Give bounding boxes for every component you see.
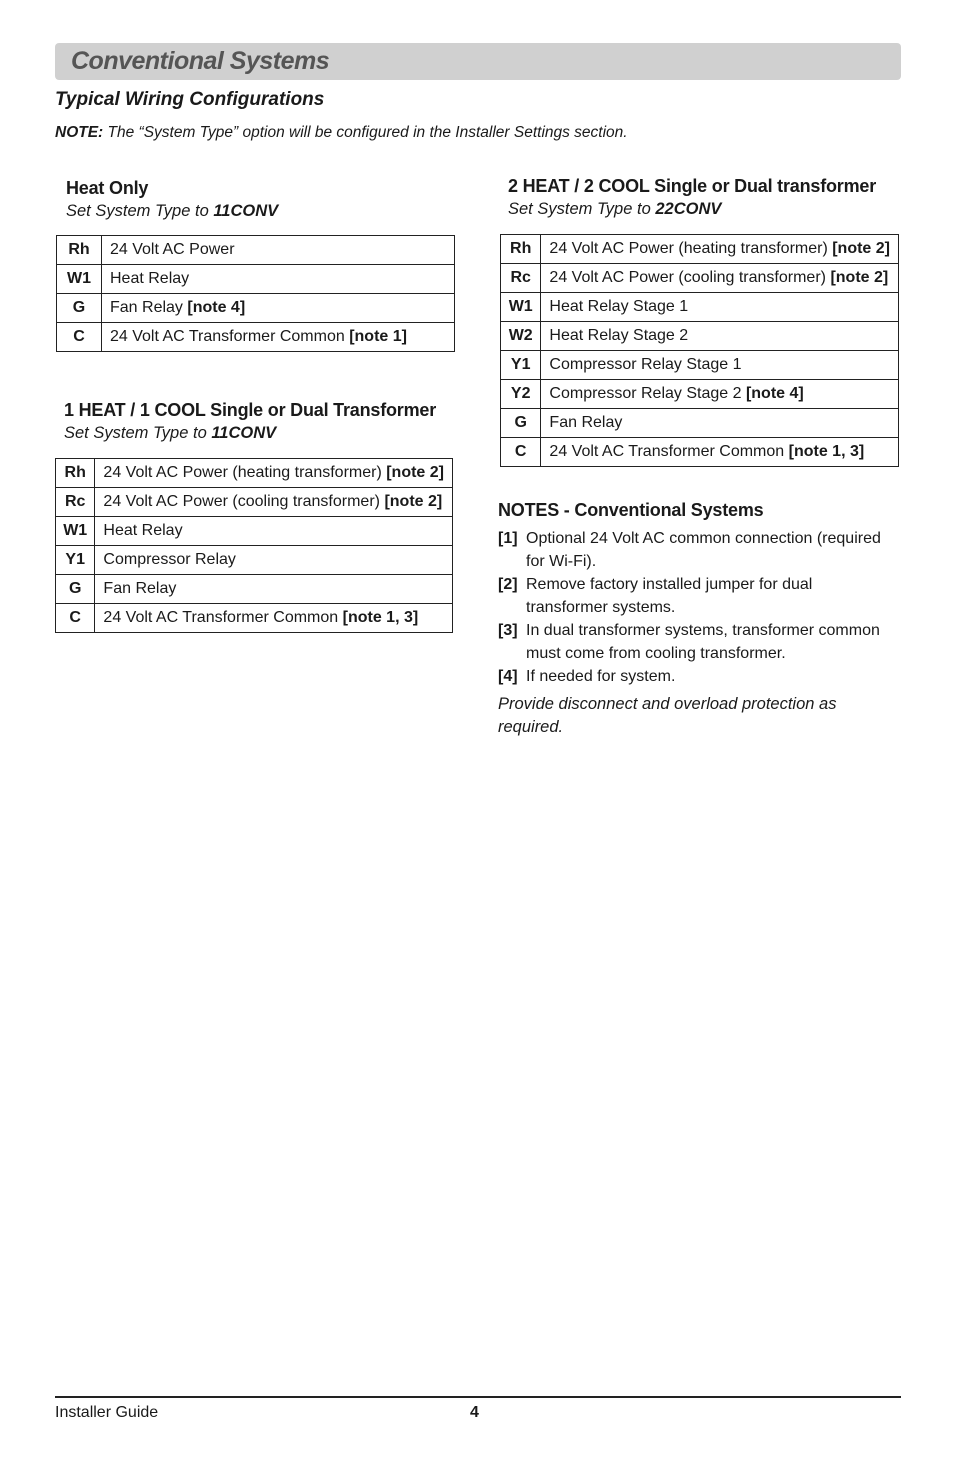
two-heat-two-cool-subtitle: Set System Type to 22CONV xyxy=(508,200,722,218)
heat-only-title: Heat Only xyxy=(66,178,149,198)
terminal-label: W1 xyxy=(56,517,95,546)
terminal-description: 24 Volt AC Power (cooling transformer) [note 2] xyxy=(95,488,453,517)
terminal-label: Rh xyxy=(57,236,102,265)
table-row xyxy=(56,575,453,604)
note-item: [3] In dual transformer systems, transformer common must come from cooling transformer. xyxy=(498,622,880,662)
terminal-label: C xyxy=(501,438,541,467)
terminal-description: Heat Relay Stage 2 xyxy=(541,322,899,351)
note-reference: [note 1] xyxy=(349,328,407,345)
terminal-description: 24 Volt AC Power (cooling transformer) [note 2] xyxy=(541,264,899,293)
table-row xyxy=(56,546,453,575)
terminal-description: Compressor Relay xyxy=(95,546,453,575)
section-header-bar xyxy=(55,43,901,80)
terminal-description: Compressor Relay Stage 1 xyxy=(541,351,899,380)
table-row xyxy=(56,604,453,633)
heat-only-heading xyxy=(66,178,278,221)
note-line xyxy=(55,124,628,142)
note-item: [2] Remove factory installed jumper for dual transformer systems. xyxy=(498,576,813,616)
note-item: [4] If needed for system. xyxy=(498,668,676,685)
one-heat-one-cool-table xyxy=(55,458,453,633)
table-row xyxy=(57,323,455,352)
note-reference: [note 1, 3] xyxy=(788,443,865,460)
table-row xyxy=(57,265,455,294)
terminal-description: 24 Volt AC Power (heating transformer) [note 2] xyxy=(95,459,453,488)
table-row xyxy=(56,459,453,488)
table-row xyxy=(501,409,899,438)
notes-title: NOTES - Conventional Systems xyxy=(498,500,764,520)
table-row xyxy=(501,264,899,293)
note-item: [1] Optional 24 Volt AC common connection (required for Wi-Fi). xyxy=(498,530,881,570)
terminal-description: Heat Relay xyxy=(102,265,455,294)
section-title: Conventional Systems xyxy=(71,47,330,75)
table-row xyxy=(57,236,455,265)
terminal-label: Rh xyxy=(56,459,95,488)
terminal-description: 24 Volt AC Transformer Common [note 1, 3] xyxy=(541,438,899,467)
one-heat-one-cool-heading xyxy=(64,400,436,443)
notes-footnote: Provide disconnect and overload protection as required. xyxy=(498,695,837,736)
terminal-label: Y2 xyxy=(501,380,541,409)
terminal-label: G xyxy=(56,575,95,604)
footer-guide-title: Installer Guide xyxy=(55,1404,159,1421)
system-type-value: 22CONV xyxy=(655,200,722,218)
footer-divider xyxy=(55,1396,901,1398)
note-reference: [note 2] xyxy=(384,493,443,510)
one-heat-one-cool-subtitle: Set System Type to 11CONV xyxy=(64,424,277,442)
note-reference: [note 2] xyxy=(386,464,444,481)
terminal-label: Y1 xyxy=(56,546,95,575)
terminal-label: G xyxy=(57,294,102,323)
heat-only-table xyxy=(56,235,455,352)
two-heat-two-cool-heading xyxy=(508,176,876,219)
footer-page-number: 4 xyxy=(470,1404,479,1421)
table-row xyxy=(501,380,899,409)
terminal-label: G xyxy=(501,409,541,438)
note-reference: [note 4] xyxy=(187,299,246,316)
system-type-value: 11CONV xyxy=(213,202,279,220)
table-row xyxy=(501,438,899,467)
heat-only-subtitle: Set System Type to 11CONV xyxy=(66,202,279,220)
terminal-label: C xyxy=(56,604,95,633)
note-text: The “System Type” option will be configured in the Installer Settings section. xyxy=(103,124,628,141)
terminal-description: Compressor Relay Stage 2 [note 4] xyxy=(541,380,899,409)
terminal-description: 24 Volt AC Transformer Common [note 1, 3] xyxy=(95,604,453,633)
one-heat-one-cool-title: 1 HEAT / 1 COOL Single or Dual Transformer xyxy=(64,400,437,420)
terminal-description: 24 Volt AC Power (heating transformer) [note 2] xyxy=(541,235,899,264)
terminal-description: Fan Relay xyxy=(95,575,453,604)
terminal-description: 24 Volt AC Power xyxy=(102,236,455,265)
terminal-description: Heat Relay xyxy=(95,517,453,546)
terminal-label: W1 xyxy=(501,293,541,322)
two-heat-two-cool-title: 2 HEAT / 2 COOL Single or Dual transformer xyxy=(508,176,877,196)
terminal-label: W1 xyxy=(57,265,102,294)
terminal-label: Y1 xyxy=(501,351,541,380)
terminal-description: 24 Volt AC Transformer Common [note 1] xyxy=(102,323,455,352)
terminal-description: Fan Relay [note 4] xyxy=(102,294,455,323)
terminal-label: C xyxy=(57,323,102,352)
notes-section xyxy=(498,500,898,739)
table-row xyxy=(56,517,453,546)
terminal-description: Fan Relay xyxy=(541,409,899,438)
system-type-value: 11CONV xyxy=(211,424,277,442)
note-reference: [note 4] xyxy=(745,385,804,402)
terminal-label: Rc xyxy=(56,488,95,517)
table-row xyxy=(57,294,455,323)
note-reference: [note 2] xyxy=(830,269,889,286)
terminal-label: Rc xyxy=(501,264,541,293)
terminal-label: W2 xyxy=(501,322,541,351)
note-label: NOTE: xyxy=(55,124,104,141)
subheading: Typical Wiring Configurations xyxy=(55,89,325,110)
terminal-description: Heat Relay Stage 1 xyxy=(541,293,899,322)
table-row xyxy=(501,293,899,322)
terminal-label: Rh xyxy=(501,235,541,264)
note-reference: [note 2] xyxy=(832,240,890,257)
table-row xyxy=(501,322,899,351)
note-reference: [note 1, 3] xyxy=(342,609,419,626)
table-row xyxy=(501,235,899,264)
table-row xyxy=(56,488,453,517)
table-row xyxy=(501,351,899,380)
two-heat-two-cool-table xyxy=(500,234,899,467)
